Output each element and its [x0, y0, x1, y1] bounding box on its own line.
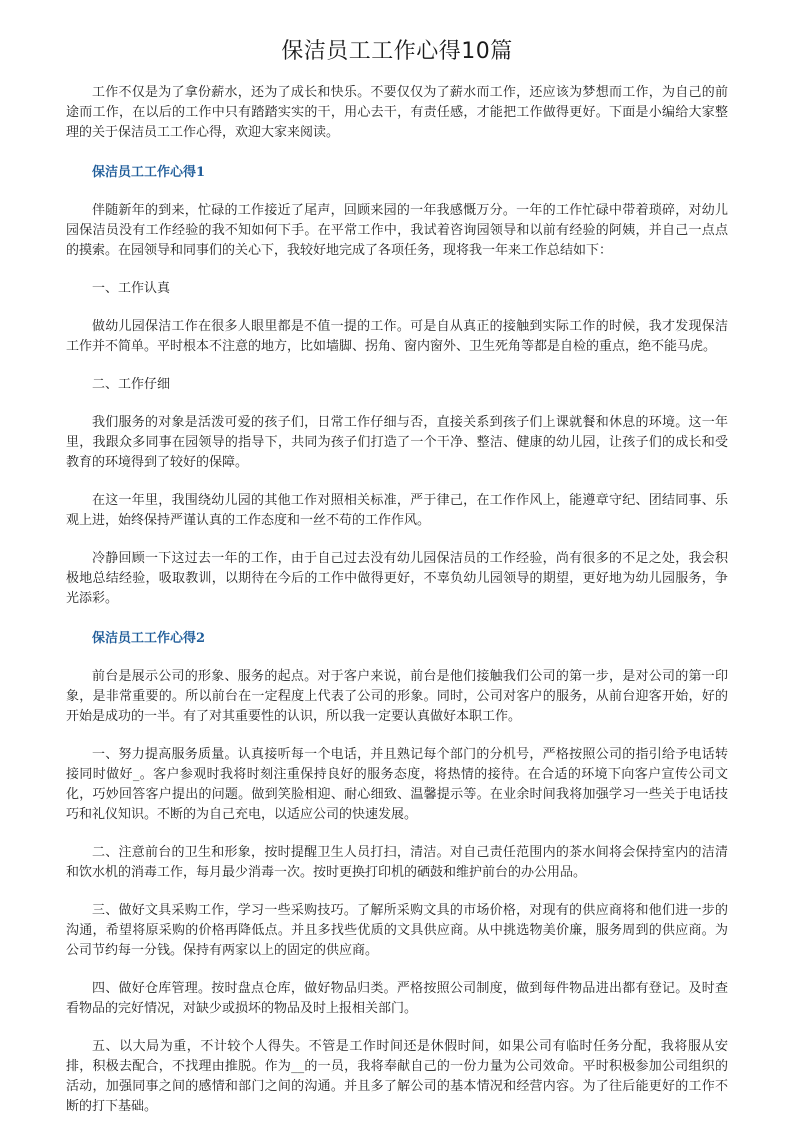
- paragraph: 冷静回顾一下这过去一年的工作，由于自己过去没有幼儿园保洁员的工作经验，尚有很多的不足之处，我会积极地总结经验，吸取教训，以期待在今后的工作中做得更好，不辜负幼儿园领导的期望，更好地为幼儿园服务，争光添彩。: [66, 551, 728, 606]
- paragraph: 三、做好文具采购工作，学习一些采购技巧。了解所采购文具的市场价格，对现有的供应商将和他们进一步的沟通，希望将原采购的价格再降低点。并且多找些优质的文具供应商。从中挑选物美价廉，服务周到的供应商。为公司节约每一分钱。保持有两家以上的固定的供应商。: [66, 903, 728, 958]
- intro-paragraph: 工作不仅是为了拿份薪水，还为了成长和快乐。不要仅仅为了薪水而工作，还应该为梦想而工作，为自己的前途而工作，在以后的工作中只有踏踏实实的干，用心去干，有责任感，才能把工作做得更好。下面是小编给大家整理的关于保洁员工工作心得，欢迎大家来阅读。: [66, 85, 728, 140]
- subheading: 一、工作认真: [92, 281, 171, 296]
- section-heading-2: 保洁员工工作心得2: [92, 631, 206, 646]
- paragraph: 做幼儿园保洁工作在很多人眼里都是不值一提的工作。可是自从真正的接触到实际工作的时候，我才发现保洁工作并不简单。平时根本不注意的地方，比如墙脚、拐角、窗内窗外、卫生死角等都是自检的重点，绝不能马虎。: [66, 319, 728, 354]
- paragraph: 伴随新年的到来，忙碌的工作接近了尾声，回顾来园的一年我感慨万分。一年的工作忙碌中带着琐碎，对幼儿园保洁员没有工作经验的我不知如何下手。在平常工作中，我试着咨询园领导和以前有经验的阿姨，并自己一点点的摸索。在园领导和同事们的关心下，我较好地完成了各项任务，现将我一年来工作总结如下：: [66, 203, 728, 258]
- section-heading-1: 保洁员工工作心得1: [92, 165, 206, 180]
- paragraph: 一、努力提高服务质量。认真接听每一个电话，并且熟记每个部门的分机号，严格按照公司的指引给予电话转接同时做好_。客户参观时我将时刻注重保持良好的服务态度，将热情的接待。在合适的环境下向客户宣传公司文化，巧妙回答客户提出的问题。做到笑脸相迎、耐心细致、温馨提示等。在业余时间我将加强学习一些关于电话技巧和礼仪知识。不断的为自己充电，以适应公司的快速发展。: [66, 747, 728, 822]
- paragraph: 二、注意前台的卫生和形象，按时提醒卫生人员打扫，清洁。对自己责任范围内的茶水间将会保持室内的洁清和饮水机的消毒工作，每月最少消毒一次。按时更换打印机的硒鼓和维护前台的办公用品。: [66, 845, 728, 880]
- paragraph: 前台是展示公司的形象、服务的起点。对于客户来说，前台是他们接触我们公司的第一步，是对公司的第一印象，是非常重要的。所以前台在一定程度上代表了公司的形象。同时，公司对客户的服务，从前台迎客开始，好的开始是成功的一半。有了对其重要性的认识，所以我一定要认真做好本职工作。: [66, 669, 728, 724]
- subheading: 二、工作仔细: [92, 377, 171, 392]
- paragraph: 四、做好仓库管理。按时盘点仓库，做好物品归类。严格按照公司制度，做到每件物品进出都有登记。及时查看物品的完好情况，对缺少或损坏的物品及时上报相关部门。: [66, 981, 728, 1016]
- document-title: 保洁员工工作心得10篇: [281, 39, 513, 64]
- document-page: [66, 34, 728, 1117]
- paragraph: 我们服务的对象是活泼可爱的孩子们，日常工作仔细与否，直接关系到孩子们上课就餐和休息的环境。这一年里，我跟众多同事在园领导的指导下，共同为孩子们打造了一个干净、整洁、健康的幼儿园，让孩子们的成长和受教育的环境得到了较好的保障。: [66, 415, 728, 470]
- paragraph: 在这一年里，我围绕幼儿园的其他工作对照相关标准，严于律己，在工作作风上，能遵章守纪、团结同事、乐观上进，始终保持严谨认真的工作态度和一丝不苟的工作作风。: [66, 493, 728, 528]
- paragraph: 五、以大局为重，不计较个人得失。不管是工作时间还是休假时间，如果公司有临时任务分配，我将服从安排，积极去配合，不找理由推脱。作为__的一员，我将奉献自己的一份力量为公司效命。平时积极参加公司组织的活动，加强同事之间的感情和部门之间的沟通。并且多了解公司的基本情况和经营内容。为了往后能更好的工作不断的打下基础。: [66, 1039, 728, 1114]
